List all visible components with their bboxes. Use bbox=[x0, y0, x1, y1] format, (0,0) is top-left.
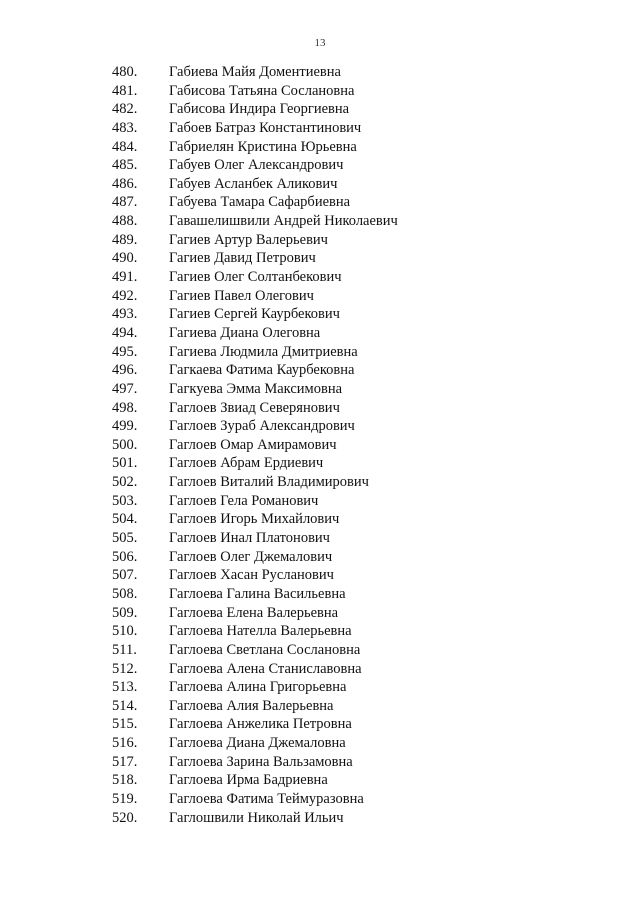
entry-number: 487. bbox=[112, 194, 138, 211]
entry-name: Гаглоева Алена Станиславовна bbox=[169, 660, 362, 677]
entry-name: Габисова Татьяна Сослановна bbox=[169, 82, 355, 99]
list-item bbox=[112, 249, 612, 268]
list-item bbox=[112, 268, 612, 287]
entry-name: Гаглоев Инал Платонович bbox=[169, 530, 330, 547]
entry-number: 495. bbox=[112, 343, 138, 360]
list-item bbox=[112, 604, 612, 623]
entry-number: 482. bbox=[112, 101, 138, 118]
entry-number: 490. bbox=[112, 250, 138, 267]
entry-number: 491. bbox=[112, 269, 138, 286]
list-item bbox=[112, 361, 612, 380]
entry-name: Гаглоев Виталий Владимирович bbox=[169, 474, 369, 491]
entry-name: Габуева Тамара Сафарбиевна bbox=[169, 194, 351, 211]
entry-name: Габриелян Кристина Юрьевна bbox=[169, 138, 357, 155]
entry-number: 503. bbox=[112, 492, 138, 509]
entry-name: Гаглоев Гела Романович bbox=[169, 492, 319, 509]
entry-name: Гагиев Давид Петрович bbox=[169, 250, 316, 267]
entry-number: 501. bbox=[112, 455, 138, 472]
entry-name: Гаглоев Омар Амирамович bbox=[169, 436, 337, 453]
entry-name: Гагиева Диана Олеговна bbox=[169, 324, 321, 341]
entry-name: Гаглоева Светлана Сослановна bbox=[169, 641, 361, 658]
entry-name: Габисова Индира Георгиевна bbox=[169, 101, 350, 118]
entry-number: 502. bbox=[112, 474, 138, 491]
entry-number: 480. bbox=[112, 64, 138, 80]
list-item bbox=[112, 771, 612, 790]
entry-name: Гагиева Людмила Дмитриевна bbox=[169, 343, 358, 360]
entry-number: 492. bbox=[112, 287, 138, 304]
list-item bbox=[112, 641, 612, 660]
entry-number: 509. bbox=[112, 604, 138, 621]
entry-name: Гагиев Павел Олегович bbox=[169, 287, 314, 304]
list-item bbox=[112, 585, 612, 604]
entry-number: 508. bbox=[112, 585, 138, 602]
list-item bbox=[112, 63, 612, 82]
entry-name: Гаглоева Диана Джемаловна bbox=[169, 735, 346, 752]
entry-name: Гаглоева Нателла Валерьевна bbox=[169, 623, 352, 640]
list-item bbox=[112, 753, 612, 772]
entry-number: 498. bbox=[112, 399, 138, 416]
list-item bbox=[112, 156, 612, 175]
list-item bbox=[112, 454, 612, 473]
list-item bbox=[112, 287, 612, 306]
entry-name: Габоев Батраз Константинович bbox=[169, 119, 362, 136]
entry-number: 484. bbox=[112, 138, 138, 155]
entry-number: 481. bbox=[112, 82, 138, 99]
entry-name: Гавашелишвили Андрей Николаевич bbox=[169, 213, 398, 230]
entry-name: Гагиев Олег Солтанбекович bbox=[169, 269, 342, 286]
entry-name: Гаглоева Зарина Вальзамовна bbox=[169, 753, 353, 770]
list-item bbox=[112, 119, 612, 138]
entry-name: Гаглоева Елена Валерьевна bbox=[169, 604, 339, 621]
name-list bbox=[112, 63, 612, 827]
entry-name: Гагкаева Фатима Каурбековна bbox=[169, 362, 355, 379]
entry-name: Гаглоев Олег Джемалович bbox=[169, 548, 333, 565]
entry-number: 517. bbox=[112, 753, 138, 770]
entry-number: 516. bbox=[112, 735, 138, 752]
entry-number: 512. bbox=[112, 660, 138, 677]
entry-name: Гаглоев Зураб Александрович bbox=[169, 418, 355, 435]
entry-number: 511. bbox=[112, 641, 137, 658]
entry-number: 483. bbox=[112, 119, 138, 136]
entry-name: Гаглоева Алия Валерьевна bbox=[169, 697, 334, 714]
entry-number: 489. bbox=[112, 231, 138, 248]
list-item bbox=[112, 138, 612, 157]
entry-name: Гаглоева Алина Григорьевна bbox=[169, 679, 347, 696]
entry-number: 494. bbox=[112, 324, 138, 341]
entry-number: 488. bbox=[112, 213, 138, 230]
entry-name: Гаглошвили Николай Ильич bbox=[169, 809, 344, 826]
entry-number: 519. bbox=[112, 790, 138, 807]
list-item bbox=[112, 809, 612, 828]
entry-name: Гаглоев Игорь Михайлович bbox=[169, 511, 340, 528]
entry-name: Гаглоева Галина Васильевна bbox=[169, 585, 346, 602]
list-item bbox=[112, 510, 612, 529]
list-item bbox=[112, 660, 612, 679]
list-item bbox=[112, 231, 612, 250]
list-item bbox=[112, 678, 612, 697]
entry-number: 518. bbox=[112, 772, 138, 789]
list-item bbox=[112, 175, 612, 194]
entry-number: 493. bbox=[112, 306, 138, 323]
list-item bbox=[112, 548, 612, 567]
page-number: 13 bbox=[314, 37, 326, 49]
entry-number: 514. bbox=[112, 697, 138, 714]
entry-name: Гаглоев Хасан Русланович bbox=[169, 567, 334, 584]
entry-number: 497. bbox=[112, 380, 138, 397]
list-item bbox=[112, 697, 612, 716]
list-item bbox=[112, 566, 612, 585]
entry-number: 506. bbox=[112, 548, 138, 565]
list-item bbox=[112, 193, 612, 212]
list-item bbox=[112, 715, 612, 734]
entry-number: 515. bbox=[112, 716, 138, 733]
entry-number: 507. bbox=[112, 567, 138, 584]
list-item bbox=[112, 305, 612, 324]
entry-number: 513. bbox=[112, 679, 138, 696]
list-item bbox=[112, 212, 612, 231]
entry-number: 520. bbox=[112, 809, 138, 826]
entry-name: Габуев Асланбек Аликович bbox=[169, 175, 338, 192]
entry-name: Гагиев Артур Валерьевич bbox=[169, 231, 328, 248]
entry-number: 499. bbox=[112, 418, 138, 435]
entry-number: 496. bbox=[112, 362, 138, 379]
list-item bbox=[112, 417, 612, 436]
entry-name: Гагкуева Эмма Максимовна bbox=[169, 380, 343, 397]
entry-number: 500. bbox=[112, 436, 138, 453]
entry-name: Гаглоева Фатима Теймуразовна bbox=[169, 790, 364, 807]
entry-name: Гаглоева Ирма Бадриевна bbox=[169, 772, 328, 789]
list-item bbox=[112, 82, 612, 101]
list-item bbox=[112, 790, 612, 809]
list-item bbox=[112, 399, 612, 418]
list-item bbox=[112, 492, 612, 511]
list-item bbox=[112, 380, 612, 399]
entry-name: Гаглоева Анжелика Петровна bbox=[169, 716, 352, 733]
entry-number: 510. bbox=[112, 623, 138, 640]
entry-name: Гагиев Сергей Каурбекович bbox=[169, 306, 340, 323]
entry-name: Гаглоев Абрам Ердиевич bbox=[169, 455, 324, 472]
entry-name: Габуев Олег Александрович bbox=[169, 157, 344, 174]
entry-number: 486. bbox=[112, 175, 138, 192]
list-item bbox=[112, 734, 612, 753]
list-item bbox=[112, 473, 612, 492]
list-item bbox=[112, 343, 612, 362]
list-item bbox=[112, 622, 612, 641]
list-item bbox=[112, 100, 612, 119]
list-item bbox=[112, 436, 612, 455]
entry-number: 505. bbox=[112, 530, 138, 547]
list-item bbox=[112, 529, 612, 548]
entry-name: Гаглоев Звиад Северянович bbox=[169, 399, 340, 416]
entry-number: 485. bbox=[112, 157, 138, 174]
entry-number: 504. bbox=[112, 511, 138, 528]
entry-name: Габиева Майя Доментиевна bbox=[169, 64, 341, 80]
list-item bbox=[112, 324, 612, 343]
